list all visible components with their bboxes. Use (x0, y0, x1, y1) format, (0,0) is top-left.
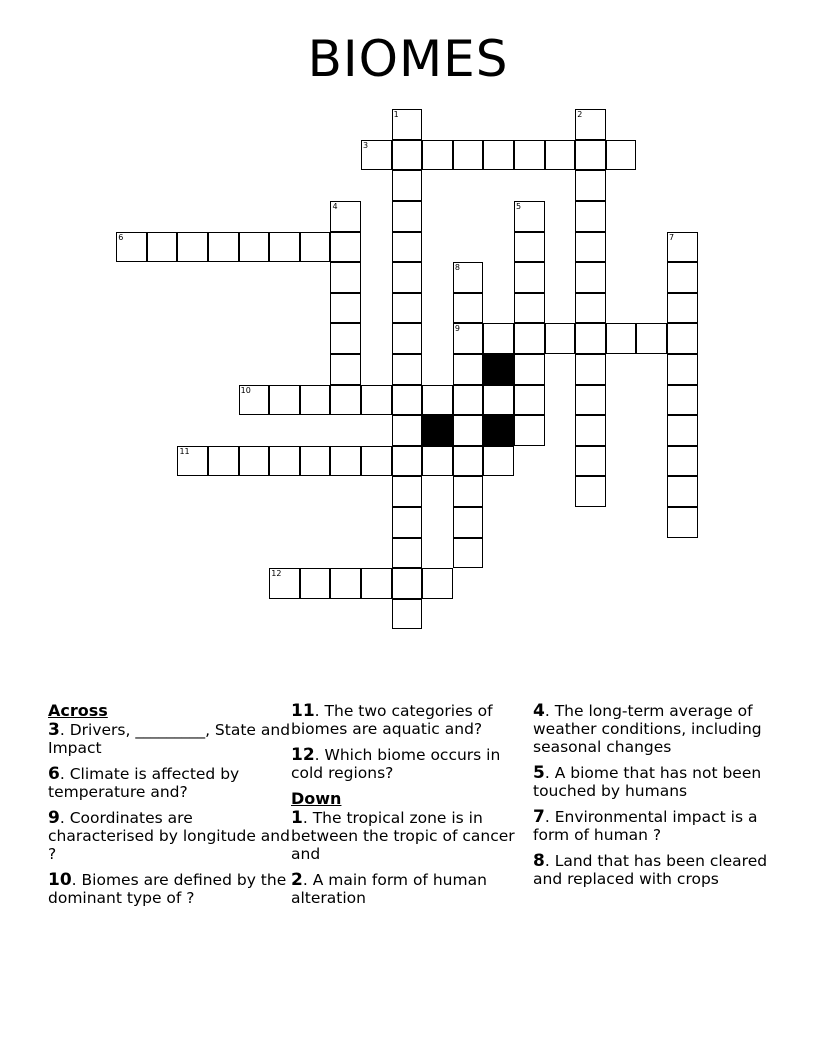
grid-cell[interactable] (667, 293, 698, 324)
grid-cell[interactable] (667, 354, 698, 385)
grid-cell[interactable] (392, 599, 423, 630)
grid-cell[interactable] (606, 140, 637, 171)
grid-cell[interactable] (636, 323, 667, 354)
grid-cell[interactable] (392, 568, 423, 599)
grid-cell[interactable] (392, 170, 423, 201)
grid-cell[interactable] (392, 293, 423, 324)
grid-cell[interactable] (453, 446, 484, 477)
grid-cell[interactable] (392, 232, 423, 263)
grid-cell[interactable] (667, 385, 698, 416)
grid-cell[interactable] (422, 140, 453, 171)
clue-down-2: 2. A main form of human alteration (291, 870, 487, 907)
grid-cell[interactable] (575, 293, 606, 324)
grid-cell[interactable] (453, 385, 484, 416)
grid-cell[interactable] (269, 446, 300, 477)
clue-number: 5 (516, 202, 522, 212)
clue-across-10: 10. Biomes are defined by the dominant type of ? (48, 870, 287, 907)
grid-cell[interactable] (392, 476, 423, 507)
grid-cell[interactable] (361, 140, 392, 171)
clue-across-3: 3. Drivers, _________, State and Impact (48, 720, 291, 757)
grid-cell[interactable] (269, 385, 300, 416)
grid-cell[interactable] (330, 323, 361, 354)
clues-column-1 (48, 702, 293, 915)
grid-cell[interactable] (269, 568, 300, 599)
clue-number: 11 (179, 446, 190, 456)
grid-cell[interactable] (392, 446, 423, 477)
grid-cell[interactable] (330, 446, 361, 477)
grid-cell[interactable] (575, 323, 606, 354)
grid-cell[interactable] (575, 354, 606, 385)
grid-cell[interactable] (575, 140, 606, 171)
grid-cell[interactable] (667, 476, 698, 507)
grid-cell[interactable] (453, 293, 484, 324)
grid-cell[interactable] (514, 415, 545, 446)
grid-cell[interactable] (514, 262, 545, 293)
grid-cell[interactable] (392, 354, 423, 385)
grid-cell[interactable] (667, 232, 698, 263)
grid-cell[interactable] (330, 232, 361, 263)
grid-cell[interactable] (208, 446, 239, 477)
grid-cell[interactable] (453, 507, 484, 538)
grid-cell[interactable] (330, 262, 361, 293)
clue-down-5: 5. A biome that has not been touched by humans (533, 763, 762, 800)
grid-cell[interactable] (575, 385, 606, 416)
clue-number: 3 (363, 140, 369, 150)
grid-cell[interactable] (392, 507, 423, 538)
clue-across-11: 11. The two categories of biomes are aquatic and? (291, 701, 493, 738)
grid-cell[interactable] (483, 446, 514, 477)
grid-cell[interactable] (575, 415, 606, 446)
grid-cell[interactable] (361, 446, 392, 477)
grid-cell[interactable] (300, 385, 331, 416)
grid-cell[interactable] (330, 568, 361, 599)
grid-cell[interactable] (667, 415, 698, 446)
grid-cell[interactable] (116, 232, 147, 263)
grid-cell[interactable] (483, 385, 514, 416)
grid-cell[interactable] (575, 201, 606, 232)
grid-cell[interactable] (300, 232, 331, 263)
grid-cell[interactable] (361, 385, 392, 416)
grid-cell[interactable] (177, 446, 208, 477)
grid-cell[interactable] (575, 476, 606, 507)
grid-cell[interactable] (453, 140, 484, 171)
grid-cell[interactable] (330, 385, 361, 416)
clue-number: 1 (393, 110, 399, 120)
clue-number: 4 (332, 202, 338, 212)
grid-cell[interactable] (392, 323, 423, 354)
grid-cell[interactable] (667, 446, 698, 477)
grid-cell[interactable] (239, 385, 270, 416)
grid-cell[interactable] (392, 415, 423, 446)
grid-cell[interactable] (575, 262, 606, 293)
grid-cell[interactable] (575, 170, 606, 201)
grid-cell[interactable] (453, 415, 484, 446)
clue-number: 2 (577, 110, 583, 120)
grid-cell[interactable] (453, 323, 484, 354)
grid-cell[interactable] (606, 323, 637, 354)
grid-cell[interactable] (392, 140, 423, 171)
clue-number: 10 (240, 385, 251, 395)
grid-cell[interactable] (514, 140, 545, 171)
grid-cell[interactable] (575, 446, 606, 477)
grid-cell[interactable] (667, 262, 698, 293)
down-heading: Down (291, 789, 342, 808)
clue-down-1: 1. The tropical zone is in between the tropic of cancer and (291, 808, 515, 863)
grid-cell[interactable] (392, 262, 423, 293)
grid-cell[interactable] (545, 323, 576, 354)
grid-cell[interactable] (361, 568, 392, 599)
black-cell (483, 415, 514, 446)
grid-cell[interactable] (667, 323, 698, 354)
grid-cell[interactable] (392, 109, 423, 140)
grid-cell[interactable] (514, 323, 545, 354)
grid-cell[interactable] (514, 293, 545, 324)
grid-cell[interactable] (330, 201, 361, 232)
clue-number: 7 (669, 232, 675, 242)
grid-cell[interactable] (269, 232, 300, 263)
grid-cell[interactable] (453, 476, 484, 507)
clue-number: 8 (454, 263, 460, 273)
grid-cell[interactable] (545, 140, 576, 171)
grid-cell[interactable] (514, 232, 545, 263)
clue-number: 12 (271, 569, 282, 579)
grid-cell[interactable] (453, 538, 484, 569)
grid-cell[interactable] (330, 293, 361, 324)
grid-cell[interactable] (483, 323, 514, 354)
grid-cell[interactable] (667, 507, 698, 538)
grid-cell[interactable] (422, 446, 453, 477)
clue-down-8: 8. Land that has been cleared and replaced with crops (533, 851, 768, 888)
grid-cell[interactable] (392, 538, 423, 569)
grid-cell[interactable] (208, 232, 239, 263)
clue-number: 6 (118, 232, 124, 242)
clue-across-9: 9. Coordinates are characterised by longitude and ? (48, 808, 290, 863)
grid-cell[interactable] (453, 354, 484, 385)
grid-cell[interactable] (422, 568, 453, 599)
clue-down-4: 4. The long-term average of weather conditions, including seasonal changes (533, 701, 762, 756)
clue-number: 9 (454, 324, 460, 334)
grid-cell[interactable] (514, 201, 545, 232)
black-cell (483, 354, 514, 385)
grid-cell[interactable] (483, 140, 514, 171)
clues-column-3 (533, 702, 768, 896)
clue-across-12: 12. Which biome occurs in cold regions? (291, 745, 501, 782)
grid-cell[interactable] (177, 232, 208, 263)
grid-cell[interactable] (147, 232, 178, 263)
grid-cell[interactable] (239, 232, 270, 263)
black-cell (422, 415, 453, 446)
grid-cell[interactable] (514, 385, 545, 416)
grid-cell[interactable] (300, 446, 331, 477)
clue-across-6: 6. Climate is affected by temperature and? (48, 764, 240, 801)
clues-column-2 (291, 702, 531, 915)
grid-cell[interactable] (392, 201, 423, 232)
clue-down-7: 7. Environmental impact is a form of human ? (533, 807, 758, 844)
grid-cell[interactable] (300, 568, 331, 599)
grid-cell[interactable] (239, 446, 270, 477)
grid-cell[interactable] (392, 385, 423, 416)
across-heading: Across (48, 701, 108, 720)
puzzle-title: BIOMES (307, 30, 509, 88)
grid-cell[interactable] (514, 354, 545, 385)
grid-cell[interactable] (575, 109, 606, 140)
grid-cell[interactable] (575, 232, 606, 263)
grid-cell[interactable] (422, 385, 453, 416)
grid-cell[interactable] (330, 354, 361, 385)
grid-cell[interactable] (453, 262, 484, 293)
